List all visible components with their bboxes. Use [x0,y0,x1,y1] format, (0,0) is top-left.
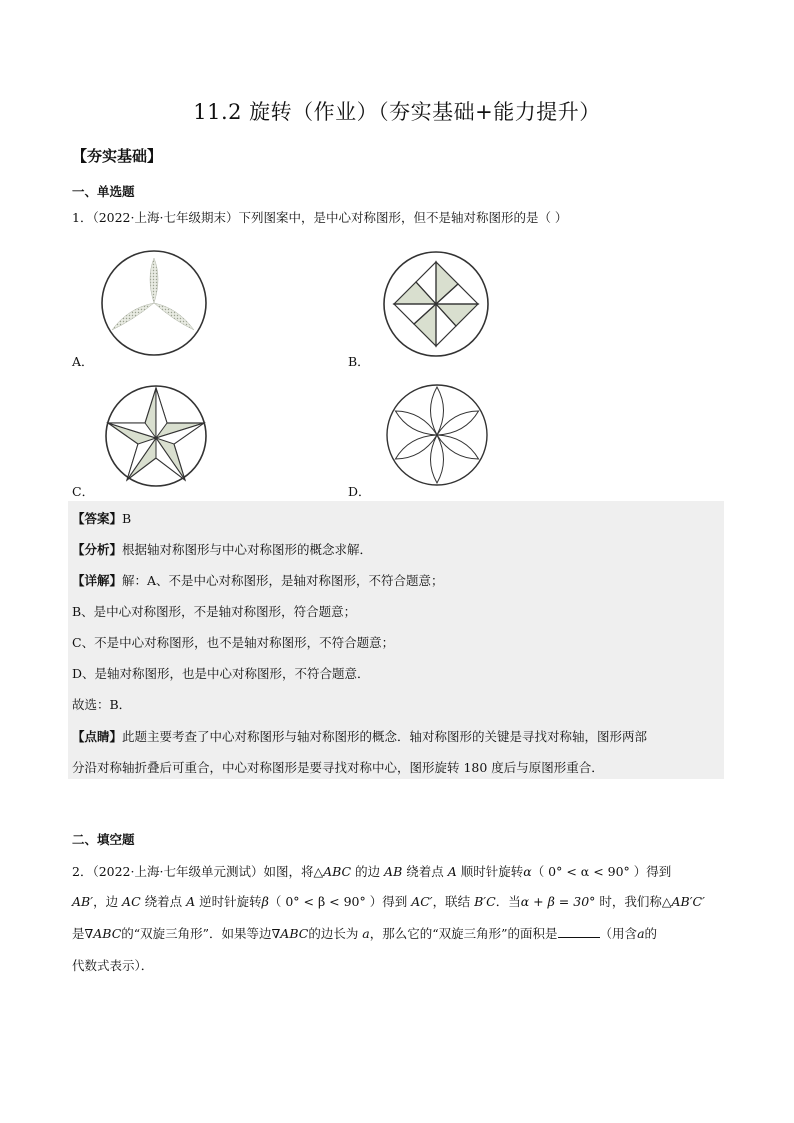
q2-text: ，联结 [432,894,475,909]
answer-blank[interactable] [558,925,600,938]
analysis-tag: 【分析】 [72,542,123,557]
option-d-label: D． [348,484,371,499]
q2-line-4: 代数式表示）． [72,958,154,973]
q2-math: AB′C′ [671,894,705,909]
detail-line-1 [72,571,444,589]
detail-tag: 【详解】 [72,573,123,588]
q2-text: 的边 [351,864,385,879]
q2-text: ．当 [495,894,521,909]
q2-math: α [523,864,532,879]
detail-line-2: B、是中心对称图形，不是轴对称图形，符合题意； [72,604,357,619]
answer-value: B [122,511,132,526]
detail-line-4: D、是轴对称图形，也是中心对称图形，不符合题意． [72,666,370,681]
option-a-label: A． [72,354,94,369]
q2-text: 的 [644,926,658,941]
choice-line: 故选：B． [72,697,132,712]
q2-line-3 [72,924,657,942]
q2-math: AC′ [411,894,433,909]
q2-math: AB′ [72,894,94,909]
analysis-line [72,540,372,558]
q2-line-1 [72,862,671,880]
q2-math: A [447,864,457,879]
q2-math: A [186,894,196,909]
option-a-figure[interactable] [98,248,210,358]
q2-math: B′C [474,894,496,909]
part2-heading: 二、填空题 [72,832,135,847]
q2-math: ∇ABC [84,926,122,941]
option-b-label: B． [348,354,370,369]
q2-math: AC [122,894,141,909]
q2-text: 的边长为 [308,926,363,941]
q2-line-2 [72,892,705,910]
q2-text: 的“双旋三角形”．如果等边 [121,926,272,941]
comment-text-1: 此题主要考查了中心对称图形与轴对称图形的概念．轴对称图形的关键是寻找对称轴，图形两部 [122,729,648,744]
comment-tag: 【点睛】 [72,729,123,744]
q2-text: 顺时针旋转 [456,864,524,879]
detail-line-3: C、不是中心对称图形，也不是轴对称图形，不符合题意； [72,635,395,650]
q2-text: 2．（2022·上海·七年级单元测试）如图，将△ [72,864,324,879]
answer-tag: 【答案】 [72,511,123,526]
q2-math: a [362,926,370,941]
q2-math: ∇ABC [271,926,309,941]
q2-text: 逆时针旋转 [195,894,262,909]
comment-line-2: 分沿对称轴折叠后可重合，中心对称图形是要寻找对称中心，图形旋转 180 度后与原图形重合． [72,760,604,775]
q2-text: （用含 [599,926,638,941]
option-c-label: C． [72,484,95,499]
analysis-text: 根据轴对称图形与中心对称图形的概念求解． [122,542,373,557]
part1-heading: 一、单选题 [72,184,135,199]
q2-text: 是 [72,926,85,941]
q2-text: 绕着点 [402,864,448,879]
q2-text: ，边 [93,894,123,909]
q2-text: ，那么它的“双旋三角形”的面积是 [369,926,558,941]
q2-text: 时，我们称△ [595,894,672,909]
q2-math: AB [384,864,403,879]
q2-text: （ 0° < α < 90° ）得到 [531,864,672,879]
option-c-figure[interactable] [102,380,210,488]
detail-text-1: 解：A、不是中心对称图形，是轴对称图形，不符合题意； [122,573,444,588]
q2-text: （ 0° < β < 90° ）得到 [268,894,412,909]
page-title: 11.2 旋转（作业）（夯实基础+能力提升） [193,100,601,124]
q2-math: β [261,894,269,909]
comment-line-1 [72,727,647,745]
option-b-figure[interactable] [380,248,492,360]
q2-math: a [637,926,645,941]
q2-text: 绕着点 [140,894,187,909]
option-d-figure[interactable] [384,382,490,488]
section-tag: 【夯实基础】 [72,147,163,165]
q1-stem: 1．（2022·上海·七年级期末）下列图案中，是中心对称图形，但不是轴对称图形的是（ ） [72,210,568,225]
q2-math: ABC [323,864,352,879]
answer-line [72,509,131,527]
q2-math: α + β = 30° [520,894,596,909]
